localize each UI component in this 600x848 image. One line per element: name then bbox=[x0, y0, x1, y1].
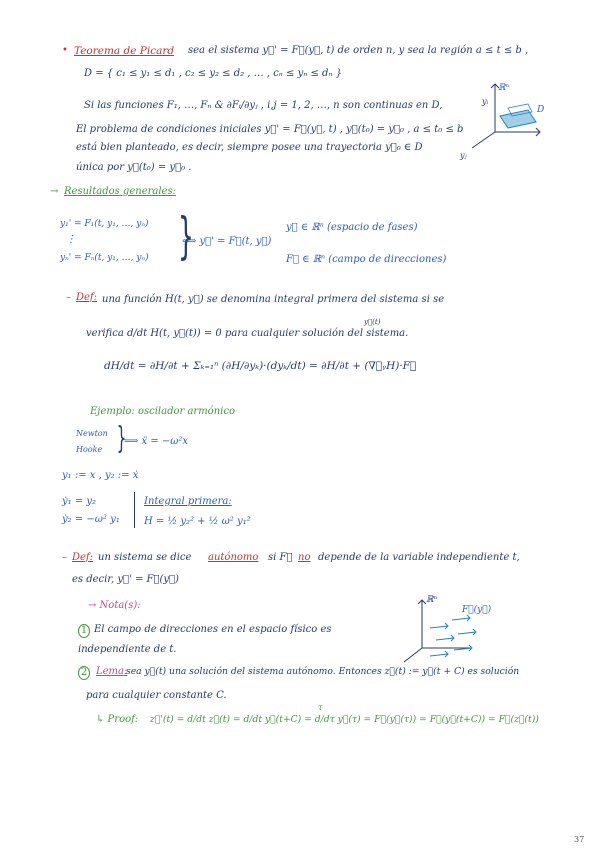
oscillator-eq-1: ẏ₁ = y₂ bbox=[62, 496, 97, 507]
def2-dash: – bbox=[62, 552, 67, 563]
system-eq-1: y₁' = F₁(t, y₁, …, yₙ) bbox=[60, 219, 149, 229]
fig2-rn-label: ℝⁿ bbox=[426, 595, 438, 605]
theorem-line-5: está bien planteado, es decir, siempre posee una trayectoria y⃗₀ ∈ D bbox=[76, 142, 423, 153]
system-brace: } bbox=[177, 207, 194, 265]
fig1-yi-label: yᵢ bbox=[482, 97, 489, 106]
system-equivalence: ⟺ y⃗' = F⃗(t, y⃗) bbox=[182, 236, 272, 247]
phase-space-note: y⃗ ∈ ℝⁿ (espacio de fases) bbox=[286, 222, 418, 233]
def2-text-2: es decir, y⃗' = F⃗(y⃗) bbox=[72, 574, 179, 585]
tau-label: τ bbox=[318, 703, 323, 712]
def2-text-b: si F⃗ bbox=[268, 552, 293, 563]
oscillator-eq-2: ẏ₂ = −ω² y₁ bbox=[62, 514, 120, 525]
newton-hooke-brace: } bbox=[116, 421, 127, 456]
oscillator-ode: ⟹ ẍ = −ω²x bbox=[124, 436, 189, 447]
def1-text-2: verifica d/dt H(t, y⃗(t)) = 0 para cualquier solución del sistema. bbox=[86, 328, 409, 339]
theorem-line-3: Si las funciones F₁, …, Fₙ & ∂Fᵢ/∂yⱼ , i,j = 1, 2, …, n son continuas en D, bbox=[84, 100, 443, 111]
newton-label: Newton bbox=[76, 429, 108, 438]
note-2-number: 2 bbox=[78, 666, 90, 680]
integral-formula: H = ½ y₂² + ½ ω² y₁² bbox=[144, 516, 251, 527]
note-1-text-a: El campo de direcciones en el espacio físico es bbox=[94, 624, 332, 635]
def1-text-1: una función H(t, y⃗) se denomina integral primera del sistema si se bbox=[102, 294, 445, 305]
section-title: Resultados generales: bbox=[64, 186, 176, 197]
theorem-line-1: sea el sistema y⃗' = F⃗(y⃗, t) de orden n, y sea la región a ≤ t ≤ b , bbox=[188, 45, 529, 56]
note-2-text-a: sea y⃗(t) una solución del sistema autónomo. Entonces z⃗(t) := y⃗(t + C) es solución bbox=[126, 666, 520, 677]
def2-autonomo: autónomo bbox=[208, 552, 259, 563]
substitution: y₁ := x , y₂ := ẋ bbox=[62, 470, 139, 481]
def2-label: Def: bbox=[72, 552, 94, 563]
lemma-label: Lema: bbox=[96, 666, 128, 677]
note-2-text-b: para cualquier constante C. bbox=[86, 690, 227, 701]
fig1-d-label: D bbox=[537, 105, 545, 115]
fig1-yj-label: yⱼ bbox=[460, 151, 467, 160]
notes-label: → Nota(s): bbox=[88, 600, 141, 611]
bullet: • bbox=[62, 45, 68, 56]
theorem-line-6: única por y⃗(t₀) = y⃗₀ . bbox=[76, 162, 192, 173]
def1-label: Def: bbox=[76, 292, 98, 303]
theorem-line-2: D = { c₁ ≤ y₁ ≤ d₁ , c₂ ≤ y₂ ≤ d₂ , … , cₙ ≤ yₙ ≤ dₙ } bbox=[84, 68, 343, 79]
integral-label: Integral primera: bbox=[144, 496, 232, 507]
theorem-title: Teorema de Picard bbox=[74, 45, 175, 57]
system-eq-n: yₙ' = Fₙ(t, y₁, …, yₙ) bbox=[60, 253, 149, 263]
hooke-label: Hooke bbox=[76, 445, 103, 454]
note-1-number: 1 bbox=[78, 624, 90, 638]
def2-text-a: un sistema se dice bbox=[98, 552, 192, 563]
section-arrow: → bbox=[50, 186, 59, 197]
page-number: 37 bbox=[574, 835, 585, 844]
example-title: Ejemplo: oscilador armónico bbox=[90, 406, 235, 417]
def2-no: no bbox=[298, 552, 311, 563]
fig1-rn-label: ℝⁿ bbox=[498, 83, 510, 93]
direction-field-note: F⃗ ∈ ℝⁿ (campo de direcciones) bbox=[286, 254, 447, 265]
proof-label: ↳ Proof: bbox=[96, 714, 139, 725]
fig2-f-label: F⃗(y⃗) bbox=[462, 605, 492, 615]
theorem-line-4: El problema de condiciones iniciales y⃗' = F⃗(y⃗, t) , y⃗(t₀) = y⃗₀ , a ≤ t₀ ≤ b bbox=[76, 124, 464, 135]
def1-dash: – bbox=[66, 292, 71, 303]
proof-chain: z⃗'(t) = d/dt z⃗(t) = d/dt y⃗(t+C) = d/dτ y⃗(τ) = F⃗(y⃗(τ)) = F⃗(y⃗(t+C)) = F⃗(z⃗(t)) bbox=[150, 714, 539, 725]
def2-text-c: depende de la variable independiente t, bbox=[318, 552, 520, 563]
system-dots: ⋮ bbox=[66, 234, 76, 245]
note-1-text-b: independiente de t. bbox=[78, 644, 177, 655]
def1-formula: dH/dt = ∂H/∂t + Σₖ₌₁ⁿ (∂H/∂yₖ)·(dyₖ/dt) = ∂H/∂t + (∇⃗ᵧH)·F⃗ bbox=[104, 360, 417, 372]
def1-superscript: y⃗(t) bbox=[364, 318, 381, 326]
